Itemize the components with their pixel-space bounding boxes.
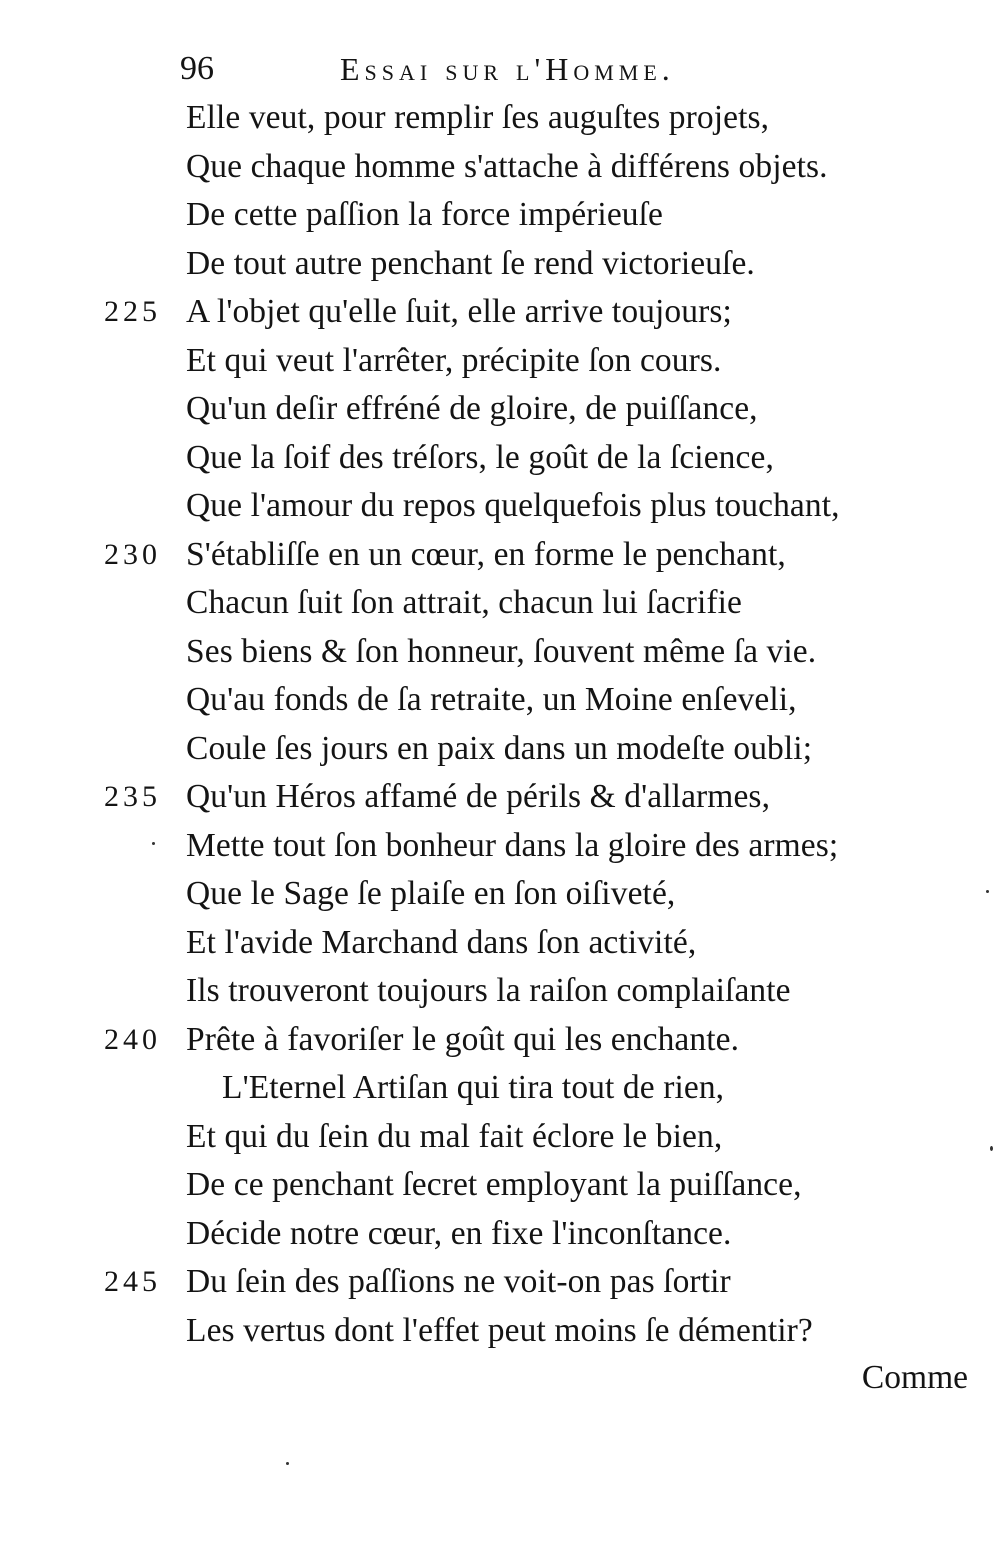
verse-line: Elle veut, pour remplir ſes auguſtes projets, <box>186 99 770 136</box>
line-number: 230 <box>104 538 161 571</box>
verse-line: Décide notre cœur, en fixe l'inconſtance. <box>186 1215 732 1252</box>
ink-speck <box>986 890 989 893</box>
verse-line: Qu'au fonds de ſa retraite, un Moine enſeveli, <box>186 681 797 718</box>
verse-line: Ils trouveront toujours la raiſon complaiſante <box>186 972 791 1009</box>
ink-speck <box>286 1462 289 1465</box>
verse-line: Qu'un deſir effréné de gloire, de puiſſance, <box>186 390 758 427</box>
verse-line: De ce penchant ſecret employant la puiſſance, <box>186 1166 802 1203</box>
page-header <box>180 48 820 90</box>
verse-line: Mette tout ſon bonheur dans la gloire des armes; <box>186 827 839 864</box>
verse-line: Que l'amour du repos quelquefois plus touchant, <box>186 487 840 524</box>
line-number: 225 <box>104 295 161 328</box>
verse-line: A l'objet qu'elle ſuit, elle arrive toujours; <box>186 293 732 330</box>
line-number: 240 <box>104 1023 161 1056</box>
verse-line: Coule ſes jours en paix dans un modeſte oubli; <box>186 730 813 767</box>
verse-line: L'Eternel Artiſan qui tira tout de rien, <box>222 1069 725 1106</box>
verse-line: Ses biens & ſon honneur, ſouvent même ſa vie. <box>186 633 817 670</box>
ink-speck <box>152 842 155 845</box>
line-number: 245 <box>104 1265 161 1298</box>
verse-line: Chacun ſuit ſon attrait, chacun lui ſacrifie <box>186 584 743 621</box>
verse-line: Et l'avide Marchand dans ſon activité, <box>186 924 697 961</box>
verse-line: Que le Sage ſe plaiſe en ſon oiſiveté, <box>186 875 676 912</box>
verse-line: Que chaque homme s'attache à différens objets. <box>186 148 828 185</box>
verse-line: Qu'un Héros affamé de périls & d'allarmes, <box>186 778 771 815</box>
verse-line: Du ſein des paſſions ne voit-on pas ſortir <box>186 1263 731 1300</box>
running-title: Essai sur l'Homme. <box>340 51 675 87</box>
page-number: 96 <box>180 50 214 87</box>
line-number: 235 <box>104 780 161 813</box>
verse-line: Et qui du ſein du mal fait éclore le bien, <box>186 1118 723 1155</box>
ink-speck <box>990 1146 993 1151</box>
verse-line: Que la ſoif des tréſors, le goût de la ſcience, <box>186 439 774 476</box>
verse-line: De cette paſſion la force impérieuſe <box>186 196 664 233</box>
catchword: Comme <box>861 1359 968 1396</box>
verse-line: S'établiſſe en un cœur, en forme le penchant, <box>186 536 786 573</box>
verse-line: Prête à favoriſer le goût qui les enchante. <box>186 1021 740 1058</box>
verse-line: De tout autre penchant ſe rend victorieuſe. <box>186 245 755 282</box>
verse-line: Les vertus dont l'effet peut moins ſe démentir? <box>186 1312 813 1349</box>
verse-line: Et qui veut l'arrêter, précipite ſon cours. <box>186 342 722 379</box>
